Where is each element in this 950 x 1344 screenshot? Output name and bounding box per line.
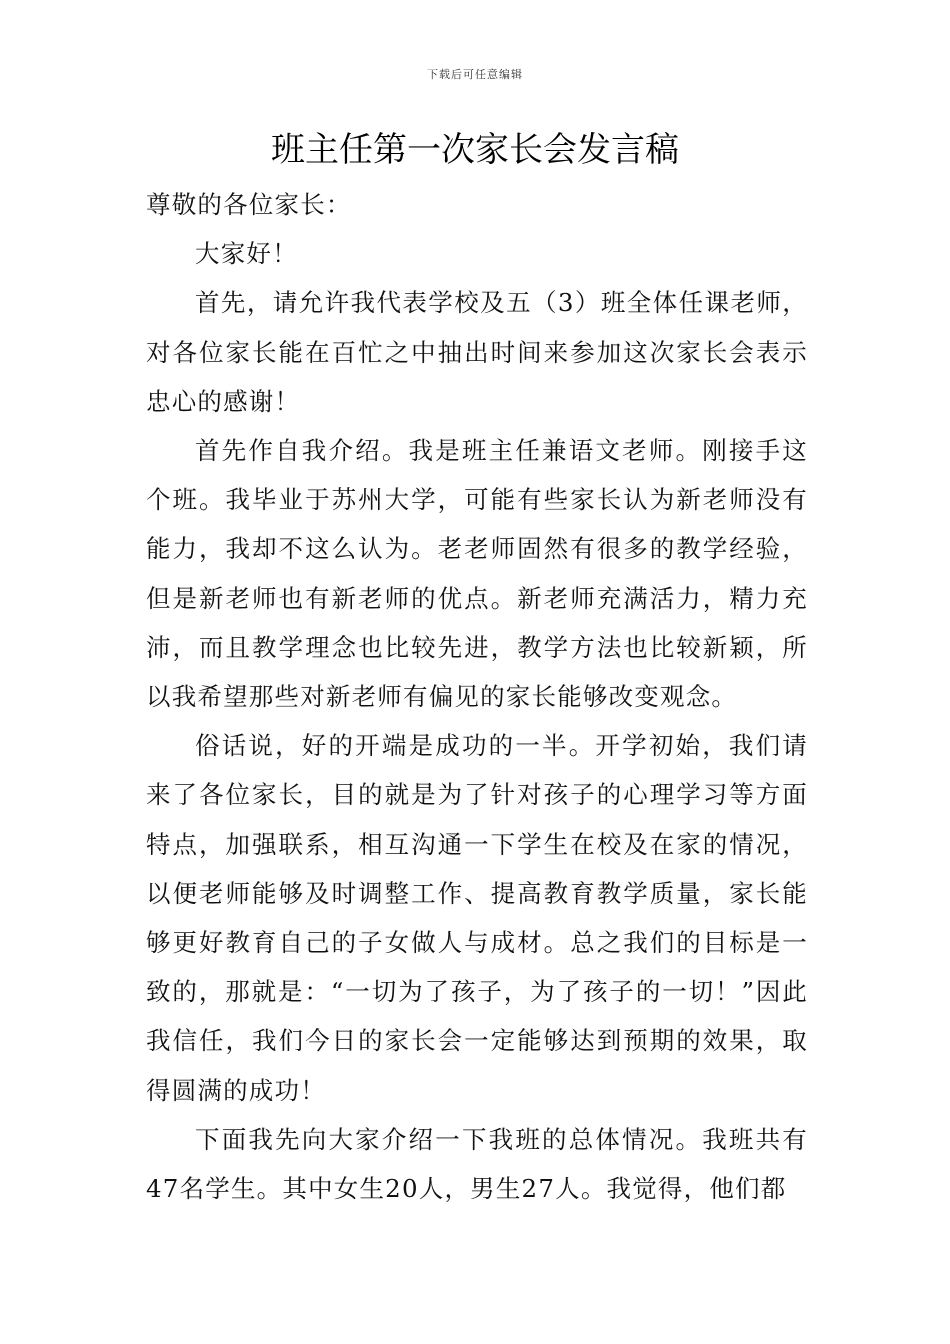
greeting: 大家好！ <box>195 239 298 269</box>
paragraph-purpose: 俗话说，好的开端是成功的一半。开学初始，我们请来了各位家长，目的就是为了针对孩子的心理学习等方面特点，加强联系，相互沟通一下学生在校及在家的情况，以便老师能够及时调整工作、提高教育教学质量，家长能够更好教育自己的子女做人与成材。总之我们的目标是一致的，那就是：“一切为了孩子，为了孩子的一切！”因此我信任，我们今日的家长会一定能够达到预期的效果，取得圆满的成功！ <box>146 731 808 1105</box>
paragraph-self-introduction: 首先作自我介绍。我是班主任兼语文老师。刚接手这个班。我毕业于苏州大学，可能有些家长认为新老师没有能力，我却不这么认为。老老师固然有很多的教学经验，但是新老师也有新老师的优点。新老师充满活力，精力充沛，而且教学理念也比较先进，教学方法也比较新颖，所以我希望那些对新老师有偏见的家长能够改变观念。 <box>146 436 808 712</box>
paragraph-intro: 首先，请允许我代表学校及五（3）班全体任课老师，对各位家长能在百忙之中抽出时间来参加这次家长会表示忠心的感谢！ <box>146 288 808 416</box>
document-title: 班主任第一次家长会发言稿 <box>271 130 679 170</box>
salutation: 尊敬的各位家长： <box>146 190 352 219</box>
document-body <box>146 180 808 1213</box>
header-note: 下载后可任意编辑 <box>427 68 523 81</box>
paragraph-class-overview: 下面我先向大家介绍一下我班的总体情况。我班共有47名学生。其中女生20人，男生27人。我觉得，他们都 <box>146 1124 808 1204</box>
